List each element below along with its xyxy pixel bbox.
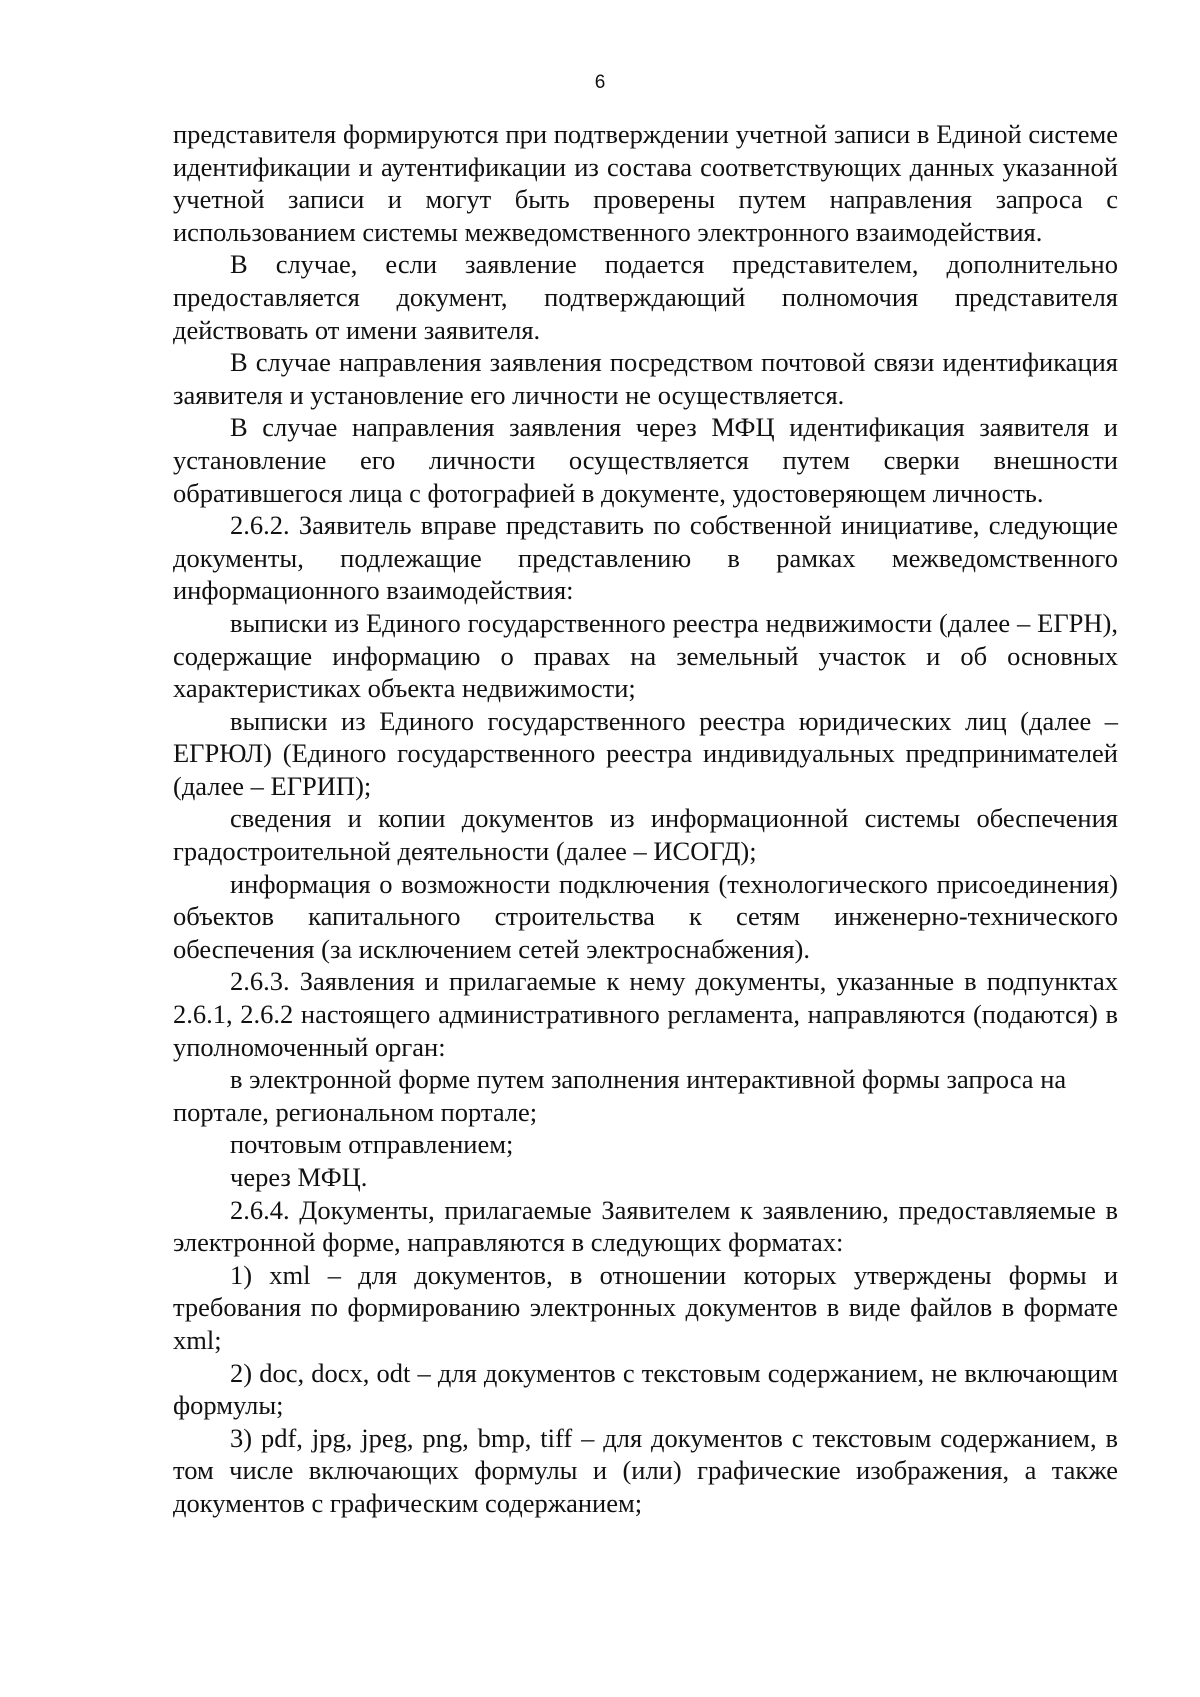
paragraph-mfc-identification: В случае направления заявления через МФЦ идентификация заявителя и установление его личности осуществляется путем сверки внешности обратившегося лица с фотографией в документе, удостоверяющем личность. [173, 412, 1118, 508]
format-item-xml: 1) xml – для документов, в отношении которых утверждены формы и требования по формированию электронных документов в виде файлов в формате xml; [173, 1259, 1118, 1355]
paragraph-2-6-4: 2.6.4. Документы, прилагаемые Заявителем к заявлению, предоставляемые в электронной форме, направляются в следующих форматах: [173, 1194, 1118, 1258]
paragraph-representative: В случае, если заявление подается представителем, дополнительно предоставляется документ, подтверждающий полномочия представителя действовать от имени заявителя. [173, 249, 1118, 345]
list-item-via-mfc: через МФЦ. [230, 1162, 368, 1192]
paragraph-postal: В случае направления заявления посредством почтовой связи идентификация заявителя и установление его личности не осуществляется. [173, 347, 1118, 410]
list-item-electronic-form: в электронной форме путем заполнения интерактивной формы запроса на портале, региональном портале; [173, 1064, 1067, 1127]
list-item-postal-mail: почтовым отправлением; [230, 1129, 514, 1160]
page-number: 6 [594, 72, 606, 93]
list-item-egrul: выписки из Единого государственного реестра юридических лиц (далее – ЕГРЮЛ) (Единого государственного реестра индивидуальных предпринимателей (далее – ЕГРИП); [173, 705, 1118, 801]
paragraph-continuation: представителя формируются при подтверждении учетной записи в Единой системе идентификации и аутентификации из состава соответствующих данных указанной учетной записи и могут быть проверены путем направления запроса с использованием системы межведомственного электронного взаимодействия. [173, 119, 1118, 247]
paragraph-2-6-3: 2.6.3. Заявления и прилагаемые к нему документы, указанные в подпунктах 2.6.1, 2.6.2 настоящего административного регламента, направляются (подаются) в уполномоченный орган: [173, 966, 1118, 1062]
document-body [173, 118, 1118, 1520]
format-item-doc: 2) doc, docx, odt – для документов с текстовым содержанием, не включающим формулы; [173, 1357, 1118, 1421]
format-item-pdf: 3) pdf, jpg, jpeg, png, bmp, tiff – для документов с текстовым содержанием, в том числе включающих формулы и (или) графические изображения, а также документов с графическим содержанием; [173, 1422, 1118, 1518]
list-item-egrn: выписки из Единого государственного реестра недвижимости (далее – ЕГРН), содержащие информацию о правах на земельный участок и об основных характеристиках объекта недвижимости; [173, 607, 1118, 704]
list-item-connection-info: информация о возможности подключения (технологического присоединения) объектов капитального строительства к сетям инженерно-технического обеспечения (за исключением сетей электроснабжения). [173, 868, 1118, 964]
list-item-isogd: сведения и копии документов из информационной системы обеспечения градостроительной деятельности (далее – ИСОГД); [173, 803, 1118, 867]
paragraph-2-6-2: 2.6.2. Заявитель вправе представить по собственной инициативе, следующие документы, подлежащие представлению в рамках межведомственного информационного взаимодействия: [173, 510, 1118, 606]
